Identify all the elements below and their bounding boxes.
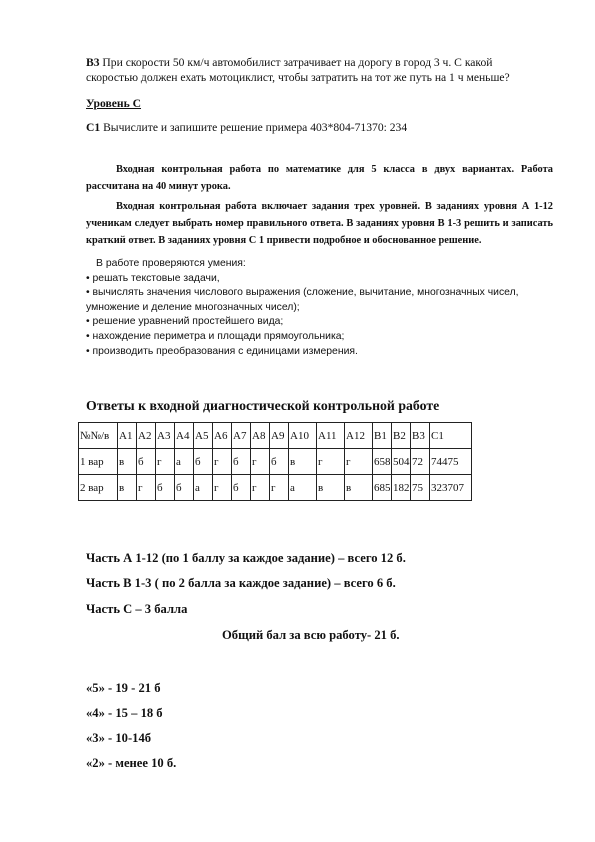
header-cell: С1 (430, 423, 472, 449)
answers-table (78, 422, 472, 501)
header-cell: В2 (392, 423, 411, 449)
task-b3-label: В3 (86, 56, 100, 69)
header-cell: А12 (345, 423, 373, 449)
intro-paragraph-2-text: Входная контрольная работа включает задания трех уровней. В заданиях уровня А 1-12 ученикам следует выбрать номер правильного ответа. В заданиях уровня В 1-3 решить и записать краткий ответ. В заданиях уровня С 1 привести подробное и обоснованное решение. (86, 201, 553, 246)
table-cell: б (194, 449, 213, 475)
header-cell: А3 (156, 423, 175, 449)
task-c1-text: Вычислите и запишите решение примера 403*804-71370: 234 (100, 121, 408, 134)
table-cell: г (317, 449, 345, 475)
skills-item: • решение уравнений простейшего вида; (86, 316, 284, 328)
grade-2: «2» - менее 10 б. (86, 756, 177, 770)
task-b3-line1: При скорости 50 км/ч автомобилист затрачивает на дорогу в город 3 ч. С какой (99, 56, 493, 69)
intro-paragraph-2 (86, 198, 553, 249)
scoring-total: Общий бал за всю работу- 21 б. (222, 628, 400, 642)
skills-item: умножение и деление многозначных чисел); (86, 301, 300, 313)
grade-5: «5» - 19 - 21 б (86, 681, 161, 695)
header-cell: В1 (373, 423, 392, 449)
scoring-part-a: Часть А 1-12 (по 1 баллу за каждое задание) – всего 12 б. (86, 551, 406, 565)
table-cell: 75 (411, 475, 430, 501)
header-cell: А11 (317, 423, 345, 449)
header-cell: А7 (232, 423, 251, 449)
header-cell: А9 (270, 423, 289, 449)
table-cell: 2 вар (79, 475, 118, 501)
header-cell: А1 (118, 423, 137, 449)
table-cell: г (213, 449, 232, 475)
table-cell: г (251, 475, 270, 501)
table-cell: г (345, 449, 373, 475)
scoring-part-c: Часть С – 3 балла (86, 602, 188, 616)
scoring-part-b: Часть В 1-3 ( по 2 балла за каждое задание) – всего 6 б. (86, 576, 396, 590)
answers-title: Ответы к входной диагностической контрольной работе (86, 398, 440, 413)
table-cell: б (156, 475, 175, 501)
header-cell: А10 (289, 423, 317, 449)
table-cell: 685 (373, 475, 392, 501)
header-cell: А2 (137, 423, 156, 449)
table-cell: в (345, 475, 373, 501)
table-cell: а (289, 475, 317, 501)
task-b3 (86, 55, 541, 85)
header-cell: А6 (213, 423, 232, 449)
table-cell: 504 (392, 449, 411, 475)
header-cell: В3 (411, 423, 430, 449)
header-cell: А5 (194, 423, 213, 449)
skills-item: • вычислять значения числового выражения (сложение, вычитание, многозначных чисел, (86, 287, 519, 299)
table-cell: 72 (411, 449, 430, 475)
intro-paragraph-1 (86, 161, 553, 195)
skills-item: • решать текстовые задачи, (86, 272, 220, 284)
table-cell: 74475 (430, 449, 472, 475)
table-cell: б (137, 449, 156, 475)
intro-paragraph-1-text: Входная контрольная работа по математике для 5 класса в двух вариантах. Работа рассчитана на 40 минут урока. (86, 164, 553, 192)
table-cell: г (270, 475, 289, 501)
level-c-heading: Уровень С (86, 97, 142, 110)
grade-3: «3» - 10-14б (86, 731, 152, 745)
answers-row-variant-1 (79, 449, 472, 475)
table-cell: г (137, 475, 156, 501)
table-cell: б (232, 475, 251, 501)
table-cell: г (213, 475, 232, 501)
table-cell: б (270, 449, 289, 475)
skills-heading: В работе проверяются умения: (96, 258, 246, 269)
table-cell: а (194, 475, 213, 501)
header-cell: А4 (175, 423, 194, 449)
table-cell: 182 (392, 475, 411, 501)
table-cell: 658 (373, 449, 392, 475)
grade-4: «4» - 15 – 18 б (86, 706, 163, 720)
task-c1 (86, 120, 541, 135)
header-cell: №№/в (79, 423, 118, 449)
table-cell: в (317, 475, 345, 501)
task-c1-label: С1 (86, 121, 101, 134)
header-cell: А8 (251, 423, 270, 449)
table-cell: в (118, 449, 137, 475)
table-cell: б (175, 475, 194, 501)
table-cell: 1 вар (79, 449, 118, 475)
task-b3-line2: скоростью должен ехать мотоциклист, чтобы затратить на тот же путь на 1 ч меньше? (86, 71, 510, 84)
table-cell: г (156, 449, 175, 475)
answers-row-variant-2 (79, 475, 472, 501)
table-cell: 323707 (430, 475, 472, 501)
table-cell: в (118, 475, 137, 501)
answers-header-row (79, 423, 472, 449)
table-cell: б (232, 449, 251, 475)
skills-item: • нахождение периметра и площади прямоугольника; (86, 330, 345, 342)
skills-block (86, 257, 556, 359)
table-cell: г (251, 449, 270, 475)
table-cell: в (289, 449, 317, 475)
skills-item: • производить преобразования с единицами измерения. (86, 345, 358, 357)
table-cell: а (175, 449, 194, 475)
